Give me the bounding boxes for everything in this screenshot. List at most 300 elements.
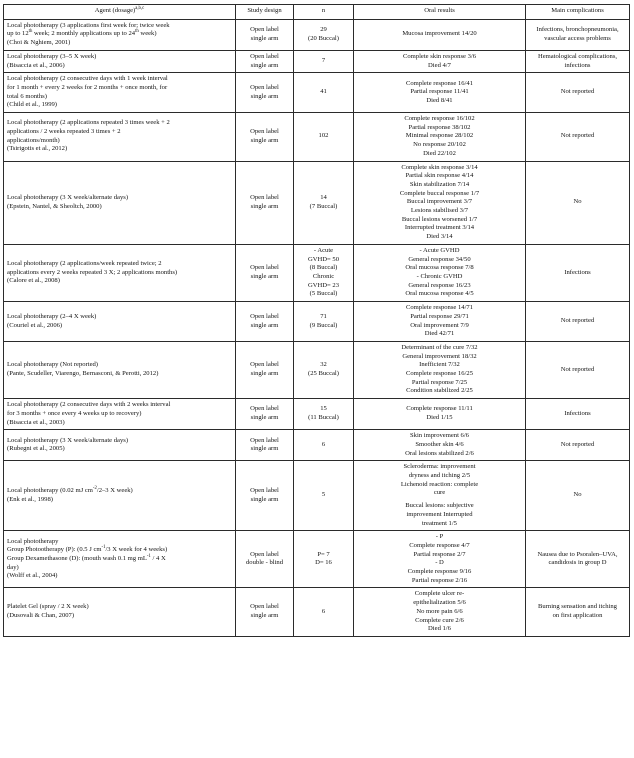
text-line: improvement Interrupted bbox=[406, 510, 473, 518]
text-line: Condition stabilized 2/25 bbox=[406, 387, 473, 395]
text-line: Local phototherapy (3 applications first week for; twice week bbox=[7, 21, 170, 29]
cell-lines bbox=[529, 132, 626, 141]
cell-agent bbox=[4, 244, 236, 301]
text-line: Complete response 4/7 bbox=[409, 541, 470, 549]
cell-lines bbox=[239, 603, 290, 620]
cell-lines bbox=[529, 198, 626, 207]
text-line: Scleroderma: improvement bbox=[403, 463, 476, 471]
cell-lines bbox=[297, 57, 350, 66]
cell-design bbox=[236, 461, 294, 531]
text-line: (20 Buccal) bbox=[308, 34, 339, 42]
cell-n bbox=[294, 588, 354, 637]
text-line: Open label bbox=[250, 194, 279, 201]
text-line: 14 bbox=[320, 194, 327, 201]
cell-oral bbox=[354, 73, 526, 113]
cell-lines bbox=[357, 53, 522, 70]
cell-complications bbox=[526, 430, 630, 461]
text-line: Complete response 16/102 bbox=[404, 115, 475, 123]
cell-design bbox=[236, 588, 294, 637]
cell-lines bbox=[529, 441, 626, 450]
cell-lines bbox=[297, 361, 350, 378]
text-line: Open label bbox=[250, 487, 279, 495]
cell-lines bbox=[357, 533, 522, 585]
studies-table bbox=[3, 4, 630, 637]
cell-lines bbox=[529, 410, 626, 419]
text-line: Open label bbox=[250, 312, 279, 320]
text-line: Open label bbox=[250, 361, 279, 369]
text-line: Open label bbox=[250, 128, 279, 136]
text-line: Local phototherapy (0.02 mJ $cm^{-2}/2-3$ X week) bbox=[7, 485, 133, 495]
text-line: applications / 2 weeks repeated 3 times + 2 bbox=[7, 128, 121, 136]
table-row bbox=[4, 430, 630, 461]
text-line: Group Dexamethasone (D): (mouth wash 0.1 mg $mL^{-1} / 4$ X bbox=[7, 553, 166, 562]
text-line: Not reported bbox=[560, 88, 595, 96]
text-line: Partial response 7/25 bbox=[411, 378, 468, 386]
text-line: single arm bbox=[250, 92, 279, 100]
text-line: Minimal response 28/102 bbox=[405, 132, 474, 140]
cell-lines bbox=[529, 269, 626, 278]
text-line: Complete buccal response 1/7 bbox=[399, 189, 480, 197]
text-line: Local phototherapy (3 X week/alternate days) bbox=[7, 194, 129, 201]
cell-design bbox=[236, 113, 294, 162]
cell-n bbox=[294, 461, 354, 531]
text-line: 15 bbox=[320, 405, 327, 413]
text-line: Complete response 14/71 bbox=[405, 304, 474, 312]
cell-n bbox=[294, 161, 354, 244]
text-line: Local phototherapy bbox=[7, 537, 59, 545]
table-row bbox=[4, 19, 630, 50]
text-line: Hematological complications, bbox=[537, 52, 618, 60]
text-line: Partial response 2/7 bbox=[413, 550, 466, 558]
cell-complications bbox=[526, 73, 630, 113]
cell-lines bbox=[297, 194, 350, 211]
cell-lines bbox=[357, 80, 522, 106]
table-row bbox=[4, 73, 630, 113]
cell-complications bbox=[526, 341, 630, 398]
text-line: single arm bbox=[250, 370, 279, 378]
text-line: Group Photootherapy (P): (0.5 J $cm^{-1}/3$ X week for 4 weeks) bbox=[7, 545, 168, 554]
text-line: P= 7 bbox=[317, 550, 330, 558]
cell-lines bbox=[529, 603, 626, 620]
cell-lines bbox=[357, 590, 522, 634]
text-line: Local phototherapy (2 consecutive days with 2 weeks interval bbox=[7, 401, 171, 409]
text-line: Died 3/14 bbox=[426, 233, 453, 241]
cell-lines bbox=[7, 194, 232, 211]
cell-complications bbox=[526, 399, 630, 430]
text-line: Local phototherapy (2 applications/week repeated twice; 2 bbox=[7, 259, 162, 267]
text-line: single arm bbox=[250, 445, 279, 453]
cell-agent bbox=[4, 73, 236, 113]
cell-agent bbox=[4, 588, 236, 637]
column-header-main-complications: Main complications bbox=[526, 5, 630, 20]
cell-lines bbox=[239, 53, 290, 70]
text-line: single arm bbox=[250, 136, 279, 144]
cell-oral bbox=[354, 302, 526, 342]
cell-lines bbox=[529, 88, 626, 97]
text-line: Open label bbox=[250, 83, 279, 91]
cell-complications bbox=[526, 244, 630, 301]
column-header-study-design: Study design bbox=[236, 5, 294, 20]
text-line: Complete skin response 3/14 bbox=[401, 163, 478, 171]
text-line: GVHD= 50 bbox=[307, 255, 339, 263]
cell-lines bbox=[7, 361, 232, 378]
cell-n bbox=[294, 244, 354, 301]
column-header-agent-footnote: a,b,c bbox=[135, 5, 145, 11]
text-line: General response 16/23 bbox=[408, 281, 471, 289]
cell-complications bbox=[526, 50, 630, 72]
text-line: Platelet Gel (spray / 2 X week) bbox=[7, 603, 89, 611]
text-line: Infections bbox=[564, 409, 591, 417]
cell-lines bbox=[297, 88, 350, 97]
text-line: Not reported bbox=[560, 317, 595, 325]
cell-lines bbox=[357, 344, 522, 396]
text-line: Partial response 2/16 bbox=[411, 576, 468, 584]
text-line: (Enk et al., 1998) bbox=[7, 495, 53, 503]
cell-design bbox=[236, 430, 294, 461]
cell-design bbox=[236, 399, 294, 430]
cell-n bbox=[294, 50, 354, 72]
cell-n bbox=[294, 113, 354, 162]
text-line: Partial response 38/102 bbox=[408, 123, 471, 131]
table-row bbox=[4, 302, 630, 342]
text-line: applications/month) bbox=[7, 136, 60, 144]
cell-agent bbox=[4, 341, 236, 398]
cell-lines bbox=[297, 247, 350, 299]
text-line: Open label bbox=[250, 52, 279, 60]
text-line: (Choi & Nghiem, 2001) bbox=[7, 39, 71, 47]
cell-lines bbox=[297, 491, 350, 500]
text-line: infections bbox=[564, 61, 591, 69]
cell-oral bbox=[354, 399, 526, 430]
text-line: (11 Buccal) bbox=[308, 414, 339, 422]
cell-lines bbox=[357, 432, 522, 458]
cell-n bbox=[294, 531, 354, 588]
cell-complications bbox=[526, 302, 630, 342]
text-line: Infections, bronchopneumonia, bbox=[536, 26, 619, 34]
cell-lines bbox=[7, 53, 232, 70]
cell-lines bbox=[357, 164, 522, 242]
cell-lines bbox=[239, 437, 290, 454]
cell-lines bbox=[7, 401, 232, 427]
text-line: up to 12th week; 2 monthly applications up to 24th week) bbox=[7, 29, 157, 38]
text-line: single arm bbox=[250, 202, 279, 210]
cell-oral bbox=[354, 430, 526, 461]
column-header-agent bbox=[4, 5, 236, 20]
table-row bbox=[4, 531, 630, 588]
cell-complications bbox=[526, 19, 630, 50]
text-line: (Pante, Scudeller, Viarengo, Bernasconi, & Perotti, 2012) bbox=[7, 370, 159, 378]
text-line: (Wolff et al., 2004) bbox=[7, 572, 58, 580]
cell-agent bbox=[4, 430, 236, 461]
text-line: single arm bbox=[250, 321, 279, 329]
cell-lines bbox=[7, 313, 232, 330]
cell-lines bbox=[529, 491, 626, 500]
text-line: 7 bbox=[321, 57, 326, 65]
text-line: cure bbox=[433, 489, 446, 497]
cell-lines bbox=[7, 260, 232, 286]
text-line: - Chronic GVHD bbox=[416, 272, 463, 280]
text-line: Died 4/7 bbox=[428, 61, 451, 69]
table-body bbox=[4, 19, 630, 636]
table-row bbox=[4, 461, 630, 531]
cell-complications bbox=[526, 588, 630, 637]
cell-oral bbox=[354, 588, 526, 637]
column-header-oral-results: Oral results bbox=[354, 5, 526, 20]
text-line: (Dusovali & Chan, 2007) bbox=[7, 612, 75, 620]
table-header-row bbox=[4, 5, 630, 20]
cell-agent bbox=[4, 50, 236, 72]
cell-design bbox=[236, 161, 294, 244]
text-line: Died 8/41 bbox=[426, 96, 453, 104]
cell-lines bbox=[297, 313, 350, 330]
text-line: single arm bbox=[250, 61, 279, 69]
text-line: candidosis in group D bbox=[548, 559, 607, 567]
text-line: Oral mucosa response 7/8 bbox=[405, 264, 474, 272]
cell-n bbox=[294, 302, 354, 342]
cell-lines bbox=[297, 608, 350, 617]
text-line: No bbox=[573, 491, 582, 499]
text-line: single arm bbox=[250, 495, 279, 503]
cell-lines bbox=[357, 247, 522, 299]
text-line: Local phototherapy (2 consecutive days with 1 week interval bbox=[7, 75, 168, 83]
cell-agent bbox=[4, 302, 236, 342]
text-line: Local phototherapy (Not reported) bbox=[7, 361, 98, 369]
table-row bbox=[4, 113, 630, 162]
cell-complications bbox=[526, 161, 630, 244]
cell-lines bbox=[7, 75, 232, 110]
text-line: (Rubegni et al., 2005) bbox=[7, 445, 65, 453]
cell-agent bbox=[4, 19, 236, 50]
text-line: 102 bbox=[318, 132, 329, 140]
text-line: Died 1/6 bbox=[428, 625, 451, 633]
text-line: Partial response 11/41 bbox=[410, 88, 469, 96]
cell-design bbox=[236, 244, 294, 301]
cell-oral bbox=[354, 161, 526, 244]
text-line: D= 16 bbox=[315, 559, 332, 567]
text-line: (Bisaccia et al., 2006) bbox=[7, 61, 65, 69]
text-line: Determinant of the cure 7/32 bbox=[401, 343, 478, 351]
text-line: Open label bbox=[250, 264, 279, 272]
cell-lines bbox=[239, 26, 290, 43]
cell-oral bbox=[354, 113, 526, 162]
text-line: (7 Buccal) bbox=[309, 202, 338, 210]
cell-design bbox=[236, 302, 294, 342]
text-line: Lichenoid reaction: complete bbox=[400, 480, 479, 488]
cell-design bbox=[236, 531, 294, 588]
text-line: Nausea due to Psoralen–UVA, bbox=[537, 550, 618, 558]
table-row bbox=[4, 341, 630, 398]
text-line: (Tsirigotis et al., 2012) bbox=[7, 145, 68, 153]
text-line: GVHD= 23 bbox=[307, 281, 339, 289]
text-line: Complete ulcer re- bbox=[414, 590, 465, 598]
text-line: Open label bbox=[250, 603, 279, 611]
text-line: Died 1/15 bbox=[426, 414, 453, 422]
text-line: No response 20/102 bbox=[413, 141, 466, 149]
text-line: dryness and itching 2/5 bbox=[408, 472, 471, 480]
text-line: Open label bbox=[250, 550, 279, 558]
text-line: Buccal improvement 3/7 bbox=[406, 198, 473, 206]
text-line: single arm bbox=[250, 414, 279, 422]
text-line: - P bbox=[435, 533, 444, 541]
cell-lines bbox=[357, 405, 522, 422]
cell-lines bbox=[297, 26, 350, 43]
cell-design bbox=[236, 50, 294, 72]
text-line: No bbox=[573, 198, 582, 206]
text-line: (5 Buccal) bbox=[309, 290, 338, 298]
text-line: single arm bbox=[250, 272, 279, 280]
text-line: Open label bbox=[250, 26, 279, 34]
cell-lines bbox=[239, 361, 290, 378]
cell-lines bbox=[529, 53, 626, 70]
text-line: (Couriel et al., 2006) bbox=[7, 321, 63, 329]
text-line: Died 42/71 bbox=[424, 330, 455, 338]
text-line: Complete cure 2/6 bbox=[415, 616, 464, 624]
text-line: General response 34/50 bbox=[408, 255, 471, 263]
cell-lines bbox=[239, 551, 290, 568]
cell-n bbox=[294, 399, 354, 430]
cell-lines bbox=[239, 128, 290, 145]
cell-complications bbox=[526, 531, 630, 588]
cell-lines bbox=[7, 538, 232, 582]
text-line: Local phototherapy (3–5 X week) bbox=[7, 52, 97, 60]
text-line: single arm bbox=[250, 612, 279, 620]
cell-lines bbox=[357, 463, 522, 528]
cell-lines bbox=[7, 603, 232, 620]
text-line: Local phototherapy (2–4 X week) bbox=[7, 312, 97, 320]
text-line: - Acute bbox=[313, 246, 334, 254]
cell-design bbox=[236, 19, 294, 50]
cell-oral bbox=[354, 461, 526, 531]
text-line: (Child et al., 1999) bbox=[7, 101, 57, 109]
text-line: Buccal lesions: subjective bbox=[405, 502, 474, 510]
table-row bbox=[4, 399, 630, 430]
text-line: Interrupted treatment 3/14 bbox=[404, 224, 475, 232]
text-line: Oral lesions stabilized 2/6 bbox=[405, 449, 474, 457]
table-row bbox=[4, 588, 630, 637]
text-line: Local phototherapy (3 X week/alternate days) bbox=[7, 436, 129, 444]
cell-lines bbox=[297, 441, 350, 450]
text-line: Partial skin response 4/14 bbox=[405, 172, 474, 180]
cell-complications bbox=[526, 461, 630, 531]
cell-lines bbox=[7, 487, 232, 504]
text-line: on first application bbox=[552, 612, 603, 620]
cell-n bbox=[294, 341, 354, 398]
cell-n bbox=[294, 73, 354, 113]
text-line: Buccal lesions worsened 1/7 bbox=[401, 215, 478, 223]
cell-agent bbox=[4, 531, 236, 588]
text-line: Complete response 16/41 bbox=[405, 79, 474, 87]
cell-n bbox=[294, 19, 354, 50]
column-header-n: n bbox=[294, 5, 354, 20]
cell-design bbox=[236, 341, 294, 398]
text-line: Skin improvement 6/6 bbox=[410, 432, 469, 440]
cell-complications bbox=[526, 113, 630, 162]
text-line: total 6 months) bbox=[7, 92, 47, 100]
text-line: General improvement 18/32 bbox=[402, 352, 477, 360]
text-line: Mucosa improvement 14/20 bbox=[402, 30, 477, 38]
text-line: double - blind bbox=[246, 559, 283, 567]
cell-lines bbox=[239, 194, 290, 211]
cell-design bbox=[236, 73, 294, 113]
text-line: Partial response 29/71 bbox=[410, 312, 469, 320]
text-line: - D bbox=[435, 559, 444, 567]
text-line: epithelialization 5/6 bbox=[413, 599, 466, 607]
text-line: Open label bbox=[250, 405, 279, 413]
text-line: Chronic bbox=[312, 272, 335, 280]
table-row bbox=[4, 161, 630, 244]
text-line: Inefficient 7/32 bbox=[419, 361, 460, 369]
cell-lines bbox=[357, 30, 522, 39]
text-line: applications every 2 weeks repeated 3 X; 2 applications months) bbox=[7, 268, 178, 276]
cell-lines bbox=[357, 115, 522, 159]
cell-agent bbox=[4, 399, 236, 430]
text-line: 29 bbox=[320, 26, 327, 34]
cell-lines bbox=[239, 264, 290, 281]
cell-n bbox=[294, 430, 354, 461]
cell-lines bbox=[297, 405, 350, 422]
table-row bbox=[4, 244, 630, 301]
text-line: Complete response 9/16 bbox=[407, 568, 472, 576]
text-line: Smoother skin 4/6 bbox=[415, 440, 464, 448]
text-line: Not reported bbox=[560, 365, 595, 373]
text-line: vascular access problems bbox=[544, 34, 611, 42]
text-line: Lesions stabilised 3/7 bbox=[410, 207, 469, 215]
cell-lines bbox=[297, 132, 350, 141]
text-line: - Acute GVHD bbox=[419, 246, 460, 254]
cell-lines bbox=[7, 22, 232, 48]
text-line: 5 bbox=[321, 491, 326, 499]
text-line: Infections bbox=[564, 268, 591, 276]
cell-lines bbox=[357, 304, 522, 339]
text-line: Skin stabilization 7/14 bbox=[409, 180, 470, 188]
cell-agent bbox=[4, 161, 236, 244]
text-line: 32 bbox=[320, 361, 327, 369]
text-line: Burning sensation and itching bbox=[538, 603, 617, 611]
cell-lines bbox=[239, 313, 290, 330]
text-line: treatment 1/5 bbox=[422, 519, 457, 527]
cell-lines bbox=[7, 119, 232, 154]
cell-agent bbox=[4, 461, 236, 531]
text-line: for 1 month + every 2 weeks for 2 months + once month, for bbox=[7, 83, 168, 91]
text-line: Local phototherapy (2 applications repeated 3 times week + 2 bbox=[7, 119, 170, 127]
text-line: Open label bbox=[250, 436, 279, 444]
text-line: 6 bbox=[321, 440, 326, 448]
cell-lines bbox=[239, 487, 290, 504]
text-line: Not reported bbox=[560, 440, 595, 448]
cell-lines bbox=[529, 551, 626, 568]
text-line: single arm bbox=[250, 34, 279, 42]
cell-oral bbox=[354, 244, 526, 301]
cell-agent bbox=[4, 113, 236, 162]
cell-lines bbox=[239, 84, 290, 101]
table-row bbox=[4, 50, 630, 72]
text-line: (25 Buccal) bbox=[308, 370, 339, 378]
cell-lines bbox=[239, 405, 290, 422]
text-line: No more pain 6/6 bbox=[416, 607, 463, 615]
text-line: 6 bbox=[321, 607, 326, 615]
text-line: Complete skin response 3/6 bbox=[402, 52, 477, 60]
text-line: 41 bbox=[320, 88, 327, 96]
text-line: (Calore et al., 2008) bbox=[7, 277, 60, 285]
cell-lines bbox=[297, 551, 350, 568]
text-line: Oral mucosa response 4/5 bbox=[405, 290, 474, 298]
text-line: for 3 months + once every 4 weeks up to recovery) bbox=[7, 409, 142, 417]
text-line: Complete response 11/11 bbox=[406, 405, 473, 413]
text-line: day) bbox=[7, 563, 19, 571]
cell-lines bbox=[529, 317, 626, 326]
text-line: (9 Buccal) bbox=[309, 321, 338, 329]
column-header-agent-label: Agent (dosage) bbox=[94, 7, 136, 14]
